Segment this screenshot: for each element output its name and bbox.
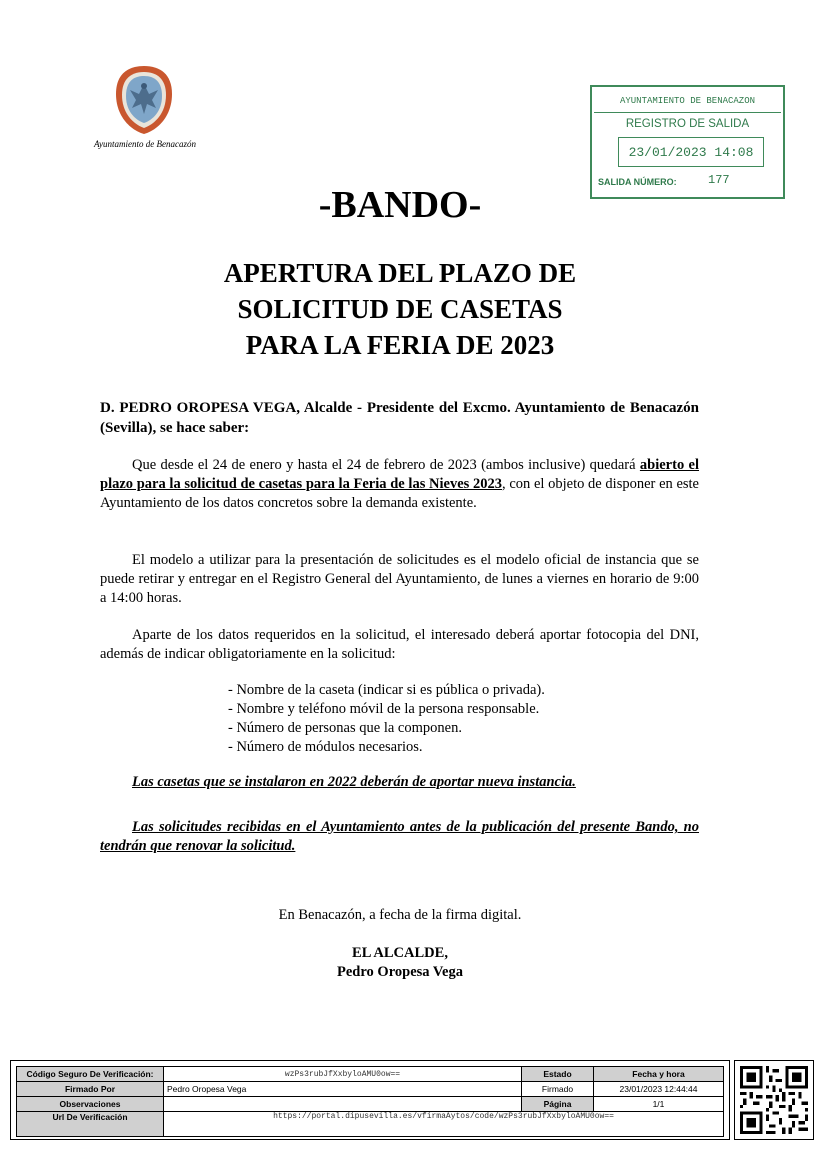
paragraph-2 [100, 551, 699, 608]
title-line-2: SOLICITUD DE CASETAS [237, 294, 563, 324]
note-2 [100, 818, 699, 856]
note-2-text: Las solicitudes recibidas en el Ayuntamiento antes de la publicación del presente Bando, no tendrán que renovar la solicitud. [100, 819, 699, 854]
qr-code-icon [740, 1066, 808, 1134]
registration-stamp [590, 85, 785, 199]
requirements-list [228, 681, 545, 757]
document-kind: -BANDO- [318, 184, 482, 226]
intro-paragraph: D. PEDRO OROPESA VEGA, Alcalde - Presidente del Excmo. Ayuntamiento de Benacazón (Sevilla), se hace saber: [100, 400, 699, 436]
paragraph-1 [100, 456, 699, 513]
paragraph-3-text: Aparte de los datos requeridos en la solicitud, el interesado deberá aportar fotocopia del DNI, además de indicar obligatoriamente en la solicitud: [100, 627, 699, 662]
stamp-datetime: 23/01/2023 14:08 [618, 137, 764, 167]
fecha-value: 23/01/2023 12:44:44 [594, 1082, 724, 1097]
stamp-title: REGISTRO DE SALIDA [625, 118, 750, 130]
title-line-3: PARA LA FERIA DE 2023 [245, 330, 555, 360]
csv-value: wzPs3rubJfXxbyloAMU0ow== [164, 1067, 522, 1082]
estado-label: Estado [522, 1067, 594, 1082]
note-1 [100, 773, 699, 792]
title-line-1: APERTURA DEL PLAZO DE [223, 258, 577, 288]
note-1-text: Las casetas que se instalaron en 2022 deberán de aportar nueva instancia. [132, 774, 576, 790]
observaciones-value [164, 1097, 522, 1112]
list-item: - Número de módulos necesarios. [228, 739, 423, 755]
stamp-divider [594, 112, 781, 113]
fecha-label: Fecha y hora [594, 1067, 724, 1082]
signature-title: EL ALCALDE, [352, 945, 448, 961]
closing-line: En Benacazón, a fecha de la firma digital. [278, 907, 522, 923]
url-label: Url De Verificación [17, 1112, 164, 1137]
verification-footer [10, 1060, 730, 1140]
csv-label: Código Seguro De Verificación: [17, 1067, 164, 1082]
paragraph-3 [100, 626, 699, 664]
paragraph-1-end: , con el objeto de disponer en este Ayuntamiento de los datos concretos sobre la demanda existente. [100, 476, 699, 511]
pagina-label: Página [522, 1097, 594, 1112]
observaciones-label: Observaciones [17, 1097, 164, 1112]
paragraph-1-start: Que desde el 24 de enero y hasta el 24 de febrero de 2023 (ambos inclusive) quedará [132, 457, 636, 473]
stamp-number-label: SALIDA NÚMERO: [598, 177, 677, 187]
signature-name: Pedro Oropesa Vega [337, 964, 463, 980]
document-title [0, 255, 800, 363]
list-item: - Nombre de la caseta (indicar si es pública o privada). [228, 682, 545, 698]
coat-of-arms-logo [112, 64, 176, 136]
verification-url[interactable]: https://portal.dipusevilla.es/vfirmaAytos/code/wzPs3rubJfXxbyloAMU0ow== [164, 1112, 724, 1137]
firmado-value: Pedro Oropesa Vega [164, 1082, 522, 1097]
list-item: - Número de personas que la componen. [228, 720, 462, 736]
pagina-value: 1/1 [594, 1097, 724, 1112]
qr-code-frame [734, 1060, 814, 1140]
eagle-crest-icon [112, 64, 176, 136]
estado-value: Firmado [522, 1082, 594, 1097]
stamp-organization: AYUNTAMIENTO DE BENACAZON [619, 96, 756, 106]
stamp-number: 177 [708, 173, 730, 187]
logo-caption: Ayuntamiento de Benacazón [94, 139, 196, 149]
paragraph-2-text: El modelo a utilizar para la presentación de solicitudes es el modelo oficial de instancia que se puede retirar y entregar en el Registro General del Ayuntamiento, de lunes a viernes en horario de 9:00 a 14:00 horas. [100, 552, 699, 606]
verification-table [16, 1066, 724, 1137]
list-item: - Nombre y teléfono móvil de la persona responsable. [228, 701, 540, 717]
firmado-label: Firmado Por [17, 1082, 164, 1097]
paragraph-1-emphasis: abierto el plazo para la solicitud de casetas para la Feria de las Nieves 2023 [100, 457, 700, 492]
